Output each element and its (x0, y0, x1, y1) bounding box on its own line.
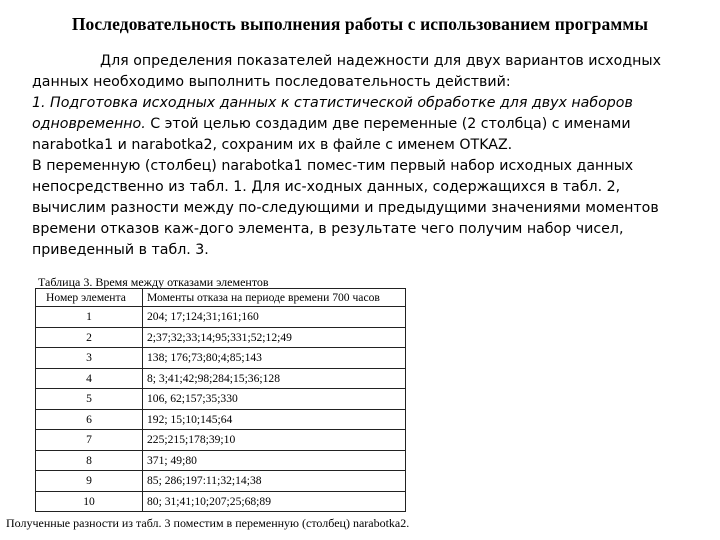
failure-moments-cell: 2;37;32;33;14;95;331;52;12;49 (143, 327, 406, 348)
element-number-cell: 3 (36, 348, 143, 369)
failure-moments-cell: 106, 62;157;35;330 (143, 389, 406, 410)
element-number-cell: 9 (36, 471, 143, 492)
table-row (36, 348, 406, 369)
failure-moments-cell: 138; 176;73;80;4;85;143 (143, 348, 406, 369)
table-row (36, 389, 406, 410)
element-number-cell: 10 (36, 491, 143, 512)
table-row (36, 307, 406, 328)
paragraph-step-1 (32, 93, 692, 156)
failure-intervals-table (35, 288, 406, 512)
column-header-failure-moments: Моменты отказа на периоде времени 700 часов (143, 289, 406, 307)
table-header-row (36, 289, 406, 307)
failure-moments-cell: 192; 15;10;145;64 (143, 409, 406, 430)
failure-moments-cell: 225;215;178;39;10 (143, 430, 406, 451)
element-number-cell: 1 (36, 307, 143, 328)
element-number-cell: 8 (36, 450, 143, 471)
element-number-cell: 4 (36, 368, 143, 389)
paragraph-variables: В переменную (столбец) narabotka1 помес-тим первый набор исходных данных непосредственно из табл. 1. Для ис-ходных данных, содержащихся в табл. 2, вычислим разности между по-следующими и предыдущими значениями моментов времени отказов каж-дого элемента, в результате чего получим набор чисел, приведенный в табл. 3. (32, 158, 659, 258)
table-row (36, 368, 406, 389)
body-text (32, 51, 692, 261)
element-number-cell: 2 (36, 327, 143, 348)
table-row (36, 327, 406, 348)
failure-moments-cell: 371; 49;80 (143, 450, 406, 471)
element-number-cell: 5 (36, 389, 143, 410)
element-number-cell: 6 (36, 409, 143, 430)
table-row (36, 471, 406, 492)
table-caption: Таблица 3. Время между отказами элементов (38, 275, 269, 289)
failure-moments-cell: 204; 17;124;31;161;160 (143, 307, 406, 328)
element-number-cell: 7 (36, 430, 143, 451)
table-row (36, 430, 406, 451)
footer-note: Полученные разности из табл. 3 поместим в переменную (столбец) narabotka2. (6, 516, 410, 530)
table-row (36, 409, 406, 430)
page-title: Последовательность выполнения работы с использованием программы (71, 14, 649, 34)
table-row (36, 450, 406, 471)
column-header-element-number: Номер элемента (36, 289, 143, 307)
failure-moments-cell: 8; 3;41;42;98;284;15;36;128 (143, 368, 406, 389)
step-1-heading: 1. Подготовка исходных данных к статистической обработке для двух наборов одновременно. (32, 95, 633, 132)
step-1-text: С этой целью создадим две переменные (2 столбца) с именами narabotka1 и narabotka2, сохраним их в файле с именем OTKAZ. (32, 116, 631, 153)
failure-moments-cell: 85; 286;197:11;32;14;38 (143, 471, 406, 492)
table-row (36, 491, 406, 512)
paragraph-intro: Для определения показателей надежности для двух вариантов исходных данных необходимо выполнить последовательность действий: (32, 53, 662, 90)
failure-moments-cell: 80; 31;41;10;207;25;68;89 (143, 491, 406, 512)
